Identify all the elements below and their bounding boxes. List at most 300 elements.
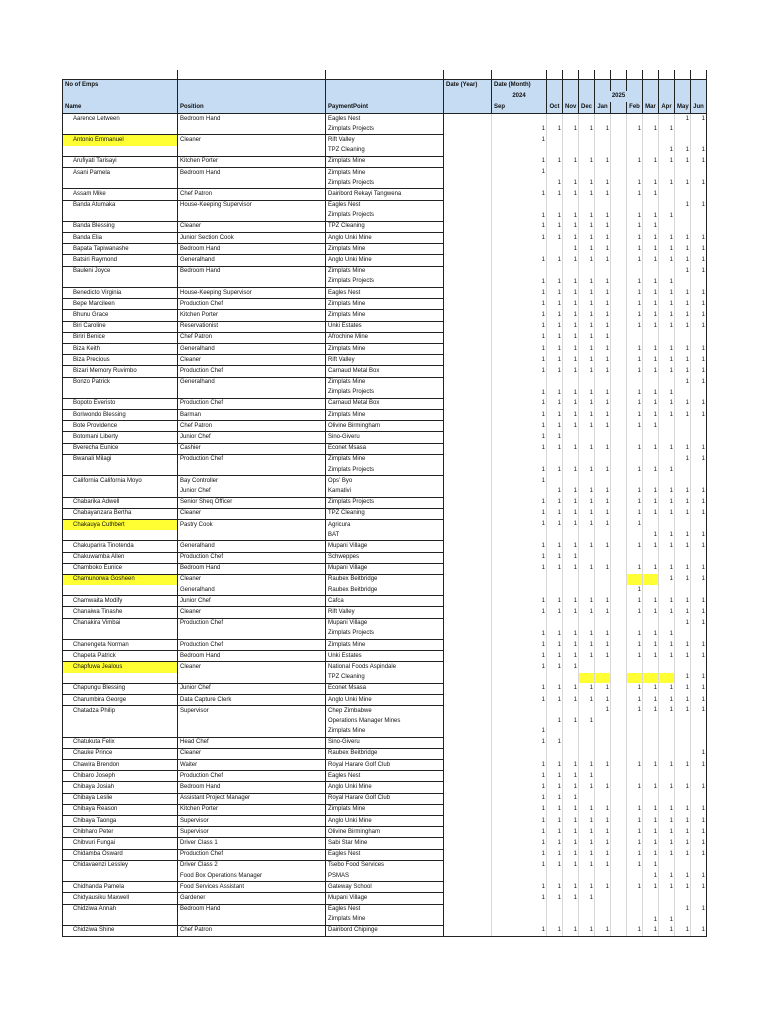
year-cell	[444, 662, 492, 673]
month-cell-oct: 1	[547, 277, 563, 288]
position-cell: Kitchen Porter	[178, 156, 326, 167]
month-cell-apr	[659, 716, 675, 726]
month-cell-nov: 1	[563, 640, 579, 651]
month-cell-gap	[611, 355, 627, 366]
payment-point-cell: TPZ Cleaning	[326, 673, 444, 684]
position-cell: Generalhand	[178, 585, 326, 596]
month-cell-jun: 1	[691, 871, 707, 882]
payment-point-cell: Anglo Unki Mine	[326, 782, 444, 793]
position-cell: Kitchen Porter	[178, 310, 326, 321]
month-cell-nov: 1	[563, 189, 579, 200]
month-cell-nov	[563, 432, 579, 443]
employee-name-cell: Chatadza Philip	[63, 706, 178, 717]
month-cell-dec: 1	[579, 343, 595, 354]
month-cell-mar: 1	[643, 804, 659, 815]
month-cell-dec	[579, 530, 595, 541]
month-cell-jan: 1	[595, 760, 611, 771]
month-cell-apr: 1	[659, 508, 675, 519]
month-cell-mar	[643, 904, 659, 915]
month-cell-apr: 1	[659, 694, 675, 705]
employee-name-cell	[63, 673, 178, 684]
month-cell-mar: 1	[643, 178, 659, 189]
month-cell-may	[675, 167, 691, 178]
month-cell-jun	[691, 124, 707, 135]
month-cell-oct: 1	[547, 332, 563, 343]
month-cell-apr: 1	[659, 146, 675, 157]
month-cell-mar: 1	[643, 355, 659, 366]
month-cell-sep	[492, 706, 547, 717]
employee-name-cell: Boriwondo Blessing	[63, 410, 178, 421]
payment-point-cell: Dairibord Chipinge	[326, 925, 444, 936]
month-cell-nov	[563, 454, 579, 465]
month-cell-mar: 1	[643, 421, 659, 432]
month-cell-gap	[611, 465, 627, 476]
month-cell-nov	[563, 904, 579, 915]
year-cell	[444, 596, 492, 607]
month-cell-mar: 1	[643, 607, 659, 618]
position-cell: Cleaner	[178, 574, 326, 585]
month-cell-feb: 1	[627, 760, 643, 771]
month-cell-gap	[611, 211, 627, 222]
month-cell-mar	[643, 552, 659, 563]
position-cell: Junior Chef	[178, 432, 326, 443]
month-cell-dec: 1	[579, 838, 595, 849]
month-cell-gap	[611, 838, 627, 849]
month-cell-jun: 1	[691, 398, 707, 409]
month-cell-apr	[659, 552, 675, 563]
month-cell-apr	[659, 893, 675, 904]
month-cell-feb: 1	[627, 321, 643, 332]
employee-name-cell: Chidziwa Shine	[63, 925, 178, 936]
month-cell-jun: 1	[691, 486, 707, 497]
month-cell-feb	[627, 915, 643, 926]
month-cell-gap	[611, 476, 627, 487]
year-cell	[444, 355, 492, 366]
year-cell	[444, 277, 492, 288]
month-cell-sep: 1	[492, 156, 547, 167]
employee-name-cell	[63, 277, 178, 288]
month-cell-feb: 1	[627, 849, 643, 860]
month-cell-apr: 1	[659, 574, 675, 585]
month-cell-may	[675, 629, 691, 640]
month-cell-mar	[643, 377, 659, 388]
employee-name-cell: Chabarika Adwell	[63, 497, 178, 508]
table-row	[63, 124, 707, 135]
month-cell-oct	[547, 871, 563, 882]
payment-point-cell: Sabi Star Mine	[326, 838, 444, 849]
month-cell-jun: 1	[691, 904, 707, 915]
month-cell-feb	[627, 377, 643, 388]
month-cell-jun: 1	[691, 748, 707, 759]
month-cell-sep	[492, 454, 547, 465]
table-row	[63, 443, 707, 454]
position-cell	[178, 629, 326, 640]
month-cell-dec	[579, 748, 595, 759]
month-cell-oct: 1	[547, 651, 563, 662]
table-row	[63, 596, 707, 607]
month-cell-sep	[492, 200, 547, 211]
year-cell	[444, 497, 492, 508]
position-cell: Food Services Assistant	[178, 882, 326, 893]
month-cell-gap	[611, 156, 627, 167]
month-cell-apr	[659, 421, 675, 432]
position-cell: Production Chef	[178, 640, 326, 651]
table-row	[63, 925, 707, 936]
month-cell-may: 1	[675, 782, 691, 793]
payment-point-cell: Mupani Village	[326, 563, 444, 574]
table-row	[63, 476, 707, 487]
month-cell-jun: 1	[691, 651, 707, 662]
month-cell-feb: 1	[627, 563, 643, 574]
payment-point-cell: Sino-Giveru	[326, 737, 444, 748]
position-cell	[178, 388, 326, 399]
month-cell-sep: 1	[492, 167, 547, 178]
month-cell-mar: 1	[643, 838, 659, 849]
employee-name-cell	[63, 465, 178, 476]
month-cell-dec	[579, 904, 595, 915]
month-cell-gap	[611, 146, 627, 157]
month-cell-oct: 1	[547, 607, 563, 618]
month-cell-jan	[595, 574, 611, 585]
month-cell-may: 1	[675, 114, 691, 125]
year-cell	[444, 849, 492, 860]
payment-point-cell: TPZ Cleaning	[326, 146, 444, 157]
month-cell-nov: 1	[563, 760, 579, 771]
table-row	[63, 607, 707, 618]
month-cell-feb: 1	[627, 124, 643, 135]
month-cell-may: 1	[675, 574, 691, 585]
month-cell-oct: 1	[547, 221, 563, 232]
employee-name-cell: Biza Precious	[63, 355, 178, 366]
month-cell-may: 1	[675, 849, 691, 860]
month-cell-gap	[611, 432, 627, 443]
month-cell-jun: 1	[691, 310, 707, 321]
payment-point-cell: Raubex Beitbridge	[326, 748, 444, 759]
month-cell-feb: 1	[627, 277, 643, 288]
month-cell-mar: 1	[643, 563, 659, 574]
month-cell-mar	[643, 266, 659, 277]
month-cell-gap	[611, 694, 627, 705]
month-cell-nov: 1	[563, 388, 579, 399]
month-cell-sep	[492, 146, 547, 157]
month-cell-sep	[492, 574, 547, 585]
month-cell-dec: 1	[579, 716, 595, 726]
month-cell-dec	[579, 618, 595, 629]
month-cell-may	[675, 332, 691, 343]
month-cell-oct: 1	[547, 552, 563, 563]
month-cell-apr: 1	[659, 651, 675, 662]
employee-name-cell: Chapfuwa Jealous	[63, 662, 178, 673]
month-cell-apr	[659, 266, 675, 277]
payment-point-cell: Rift Valley	[326, 607, 444, 618]
month-cell-dec: 1	[579, 519, 595, 530]
month-cell-oct: 1	[547, 563, 563, 574]
year-cell	[444, 200, 492, 211]
month-cell-feb: 1	[627, 288, 643, 299]
employee-name-cell: Chakuparira Tinotenda	[63, 541, 178, 552]
position-column-header: Position	[178, 102, 326, 114]
table-row	[63, 827, 707, 838]
month-cell-mar	[643, 793, 659, 804]
month-cell-dec: 1	[579, 465, 595, 476]
month-cell-apr	[659, 454, 675, 465]
month-cell-oct	[547, 574, 563, 585]
month-cell-jan: 1	[595, 244, 611, 255]
month-cell-oct: 1	[547, 882, 563, 893]
month-cell-dec: 1	[579, 893, 595, 904]
month-cell-gap	[611, 277, 627, 288]
month-cell-feb: 1	[627, 189, 643, 200]
employee-name-cell: Chibaya Taonga	[63, 816, 178, 827]
payment-point-cell: Zimplats Projects	[326, 178, 444, 189]
month-cell-gap	[611, 706, 627, 717]
position-cell: Cleaner	[178, 748, 326, 759]
table-row	[63, 465, 707, 476]
payment-point-cell: Zimplats Mine	[326, 727, 444, 738]
employee-name-cell: Bonzo Patrick	[63, 377, 178, 388]
position-cell: Cleaner	[178, 508, 326, 519]
table-row	[63, 519, 707, 530]
year-cell	[444, 727, 492, 738]
payment-point-cell: Agricura	[326, 519, 444, 530]
month-cell-gap	[611, 366, 627, 377]
month-cell-oct: 1	[547, 255, 563, 266]
position-cell	[178, 716, 326, 726]
payment-point-cell: Zimplats Mine	[326, 167, 444, 178]
month-cell-may	[675, 277, 691, 288]
month-cell-sep: 1	[492, 607, 547, 618]
month-cell-nov: 1	[563, 211, 579, 222]
month-cell-apr: 1	[659, 706, 675, 717]
month-cell-jan: 1	[595, 849, 611, 860]
employee-name-cell: Chanengeta Norman	[63, 640, 178, 651]
employee-name-cell: Chibvuri Fungai	[63, 838, 178, 849]
table-row	[63, 497, 707, 508]
position-cell: Chef Patron	[178, 332, 326, 343]
month-cell-nov	[563, 727, 579, 738]
month-cell-feb: 1	[627, 838, 643, 849]
month-cell-gap	[611, 915, 627, 926]
month-cell-jun: 1	[691, 321, 707, 332]
table-row	[63, 640, 707, 651]
month-cell-nov: 1	[563, 607, 579, 618]
month-cell-apr: 1	[659, 782, 675, 793]
month-cell-dec: 1	[579, 771, 595, 782]
month-cell-gap	[611, 673, 627, 684]
month-cell-oct: 1	[547, 838, 563, 849]
month-cell-jan: 1	[595, 443, 611, 454]
month-cell-mar: 1	[643, 124, 659, 135]
position-cell: Supervisor	[178, 816, 326, 827]
month-cell-mar	[643, 135, 659, 146]
month-cell-jan	[595, 266, 611, 277]
month-cell-may: 1	[675, 146, 691, 157]
month-cell-feb: 1	[627, 585, 643, 596]
payment-point-cell: National Foods Aspindale	[326, 662, 444, 673]
month-cell-jun: 1	[691, 178, 707, 189]
month-cell-gap	[611, 860, 627, 871]
year-cell	[444, 266, 492, 277]
month-cell-apr: 1	[659, 310, 675, 321]
month-cell-gap	[611, 454, 627, 465]
month-cell-jun	[691, 893, 707, 904]
month-cell-nov	[563, 146, 579, 157]
month-cell-jan	[595, 377, 611, 388]
employee-name-cell: Chidyausiku Maxwell	[63, 893, 178, 904]
table-row	[63, 146, 707, 157]
position-cell: Production Chef	[178, 618, 326, 629]
month-cell-jan	[595, 793, 611, 804]
month-cell-mar: 1	[643, 366, 659, 377]
month-cell-jun: 1	[691, 804, 707, 815]
month-cell-nov	[563, 737, 579, 748]
month-cell-apr	[659, 135, 675, 146]
month-cell-may: 1	[675, 563, 691, 574]
month-cell-apr: 1	[659, 124, 675, 135]
month-cell-jan	[595, 871, 611, 882]
employee-payment-sheet	[62, 70, 707, 937]
month-cell-sep: 1	[492, 135, 547, 146]
month-cell-may: 1	[675, 366, 691, 377]
year-cell	[444, 804, 492, 815]
month-cell-nov: 1	[563, 827, 579, 838]
month-cell-jan: 1	[595, 607, 611, 618]
year-cell	[444, 694, 492, 705]
month-cell-feb	[627, 716, 643, 726]
month-cell-apr	[659, 585, 675, 596]
month-cell-jan: 1	[595, 221, 611, 232]
month-cell-dec: 1	[579, 255, 595, 266]
employee-name-cell	[63, 727, 178, 738]
position-cell: Generalhand	[178, 255, 326, 266]
month-cell-apr: 1	[659, 156, 675, 167]
month-cell-jan: 1	[595, 640, 611, 651]
month-cell-jan: 1	[595, 465, 611, 476]
month-cell-oct: 1	[547, 432, 563, 443]
payment-point-cell: Operations Manager Mines	[326, 716, 444, 726]
table-row	[63, 530, 707, 541]
month-cell-feb	[627, 662, 643, 673]
month-cell-gap	[611, 255, 627, 266]
month-cell-nov	[563, 618, 579, 629]
year-cell	[444, 882, 492, 893]
position-cell	[178, 211, 326, 222]
month-cell-apr	[659, 432, 675, 443]
month-cell-jan: 1	[595, 189, 611, 200]
month-cell-apr	[659, 377, 675, 388]
month-cell-apr: 1	[659, 683, 675, 694]
month-cell-nov: 1	[563, 299, 579, 310]
table-row	[63, 255, 707, 266]
month-cell-gap	[611, 114, 627, 125]
month-cell-dec	[579, 662, 595, 673]
position-cell: Data Capture Clerk	[178, 694, 326, 705]
month-cell-oct: 1	[547, 465, 563, 476]
month-cell-gap	[611, 377, 627, 388]
month-cell-oct: 1	[547, 849, 563, 860]
month-cell-may	[675, 432, 691, 443]
month-cell-nov	[563, 167, 579, 178]
month-cell-dec: 1	[579, 355, 595, 366]
month-cell-sep: 1	[492, 497, 547, 508]
year-cell	[444, 629, 492, 640]
month-cell-dec	[579, 146, 595, 157]
month-cell-jun: 1	[691, 849, 707, 860]
payment-point-cell: Zimplats Mine	[326, 915, 444, 926]
payment-point-cell: Unki Estates	[326, 321, 444, 332]
month-cell-jan	[595, 432, 611, 443]
month-cell-mar	[643, 673, 659, 684]
month-cell-sep: 1	[492, 782, 547, 793]
month-cell-nov: 1	[563, 771, 579, 782]
month-cell-jun: 1	[691, 266, 707, 277]
month-cell-may: 1	[675, 355, 691, 366]
position-cell: Production Chef	[178, 552, 326, 563]
month-cell-oct: 1	[547, 860, 563, 871]
month-cell-nov: 1	[563, 310, 579, 321]
payment-point-cell: Eagles Nest	[326, 200, 444, 211]
month-cell-oct: 1	[547, 508, 563, 519]
month-cell-sep	[492, 266, 547, 277]
month-cell-nov: 1	[563, 255, 579, 266]
month-cell-apr: 1	[659, 816, 675, 827]
month-cell-jun: 1	[691, 244, 707, 255]
month-cell-sep: 1	[492, 893, 547, 904]
header-row-1	[63, 80, 707, 92]
month-cell-dec	[579, 476, 595, 487]
month-cell-apr	[659, 618, 675, 629]
month-cell-gap	[611, 882, 627, 893]
month-cell-sep	[492, 748, 547, 759]
month-cell-feb: 1	[627, 221, 643, 232]
month-cell-gap	[611, 266, 627, 277]
month-cell-may: 1	[675, 607, 691, 618]
month-cell-jan: 1	[595, 156, 611, 167]
month-cell-apr	[659, 673, 675, 684]
month-cell-mar	[643, 662, 659, 673]
month-cell-sep	[492, 244, 547, 255]
month-cell-dec	[579, 574, 595, 585]
month-cell-apr	[659, 332, 675, 343]
payment-point-cell: Chep Zimbabwe	[326, 706, 444, 717]
table-row	[63, 838, 707, 849]
month-cell-nov: 1	[563, 355, 579, 366]
month-cell-nov	[563, 871, 579, 882]
month-cell-nov: 1	[563, 882, 579, 893]
month-cell-jan	[595, 146, 611, 157]
month-cell-oct	[547, 200, 563, 211]
month-cell-mar: 1	[643, 189, 659, 200]
table-row	[63, 893, 707, 904]
month-cell-gap	[611, 321, 627, 332]
month-cell-dec: 1	[579, 277, 595, 288]
month-cell-jun: 1	[691, 377, 707, 388]
year-cell	[444, 244, 492, 255]
month-cell-may	[675, 793, 691, 804]
year-cell	[444, 189, 492, 200]
month-cell-jun: 1	[691, 410, 707, 421]
month-cell-may	[675, 860, 691, 871]
position-cell: Junior Chef	[178, 486, 326, 497]
month-cell-may: 1	[675, 321, 691, 332]
month-cell-mar: 1	[643, 925, 659, 936]
month-cell-jun	[691, 465, 707, 476]
month-cell-nov	[563, 673, 579, 684]
month-cell-apr: 1	[659, 255, 675, 266]
position-cell: Food Box Operations Manager	[178, 871, 326, 882]
position-cell: Junior Section Cook	[178, 233, 326, 244]
month-cell-oct	[547, 530, 563, 541]
